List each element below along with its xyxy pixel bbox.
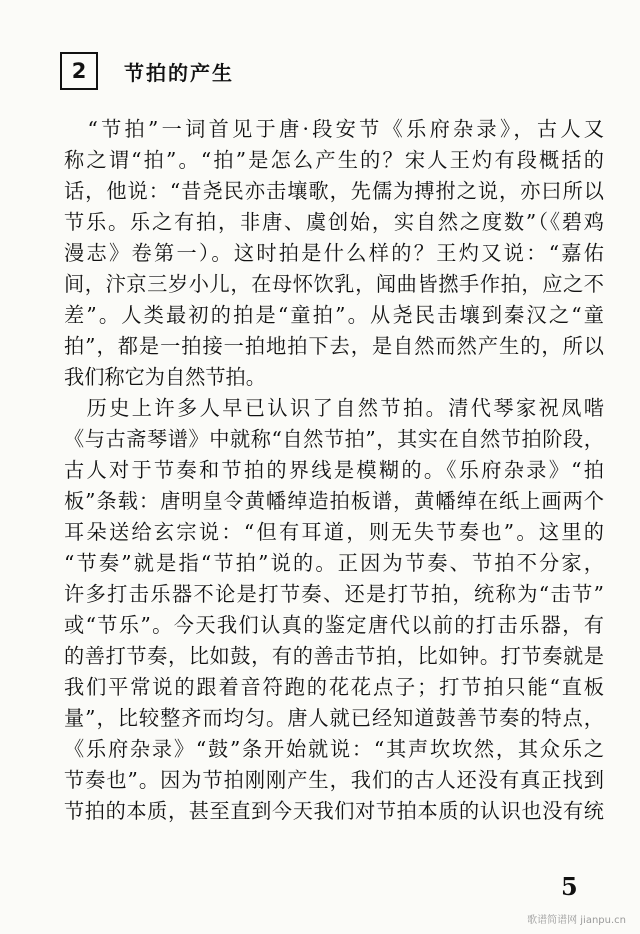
- text-line: 节拍的本质，甚至直到今天我们对节拍本质的认识也没有统: [64, 799, 604, 823]
- text-line: 耳朵送给玄宗说：“但有耳道，则无失节奏也”。这里的: [64, 520, 604, 544]
- text-line: 量”，比较整齐而均匀。唐人就已经知道鼓善节奏的特点，: [64, 706, 604, 730]
- page-number: 5: [561, 872, 578, 901]
- text-line: 或“节乐”。今天我们认真的鉴定唐代以前的打击乐器，有: [64, 613, 604, 637]
- text-line: 古人对于节奏和节拍的界线是模糊的。《乐府杂录》“拍: [64, 458, 604, 482]
- text-line: 的善打节奏，比如鼓，有的善击节拍，比如钟。打节奏就是: [64, 644, 604, 668]
- text-line: 节乐。乐之有拍，非唐、虞创始，实自然之度数”（《碧鸡: [64, 210, 604, 234]
- watermark: 歌谱简谱网 jianpu.cn: [527, 915, 626, 926]
- text-line: 话，他说：“昔尧民亦击壤歌，先儒为搏拊之说，亦曰所以: [64, 179, 604, 203]
- text-line: 许多打击乐器不论是打节奏、还是打节拍，统称为“击节”: [64, 582, 604, 606]
- text-line: 节奏也”。因为节拍刚刚产生，我们的古人还没有真正找到: [64, 768, 604, 792]
- text-line: 我们平常说的跟着音符跑的花花点子；打节拍只能“直板: [64, 675, 604, 699]
- text-line: 称之谓“拍”。“拍”是怎么产生的？宋人王灼有段概括的: [64, 148, 604, 172]
- text-line: “节奏”就是指“节拍”说的。正因为节奏、节拍不分家，: [64, 551, 604, 575]
- text-line: 我们称它为自然节拍。: [64, 365, 266, 389]
- text-line: 差”。人类最初的拍是“童拍”。从尧民击壤到秦汉之“童: [64, 303, 604, 327]
- text-line: 板”条载：唐明皇令黄幡绰造拍板谱，黄幡绰在纸上画两个: [64, 489, 604, 513]
- body-text: [64, 114, 604, 827]
- text-line: 《与古斋琴谱》中就称“自然节拍”，其实在自然节拍阶段，: [64, 427, 604, 451]
- text-line: 《乐府杂录》“鼓”条开始就说：“其声坎坎然，其众乐之: [64, 737, 604, 761]
- section-header: [60, 52, 234, 90]
- section-number-box: 2: [60, 52, 98, 90]
- text-line: “节拍”一词首见于唐·段安节《乐府杂录》，古人又: [64, 117, 604, 141]
- text-line: 拍”，都是一拍接一拍地拍下去，是自然而然产生的，所以: [64, 334, 604, 358]
- text-line: 漫志》卷第一）。这时拍是什么样的？王灼又说：“嘉佑: [64, 241, 604, 265]
- text-line: 历史上许多人早已认识了自然节拍。清代琴家祝凤喈: [64, 396, 604, 420]
- section-title: 节拍的产生: [124, 60, 234, 85]
- text-line: 间，汴京三岁小儿，在母怀饮乳，闻曲皆撚手作拍，应之不: [64, 272, 604, 296]
